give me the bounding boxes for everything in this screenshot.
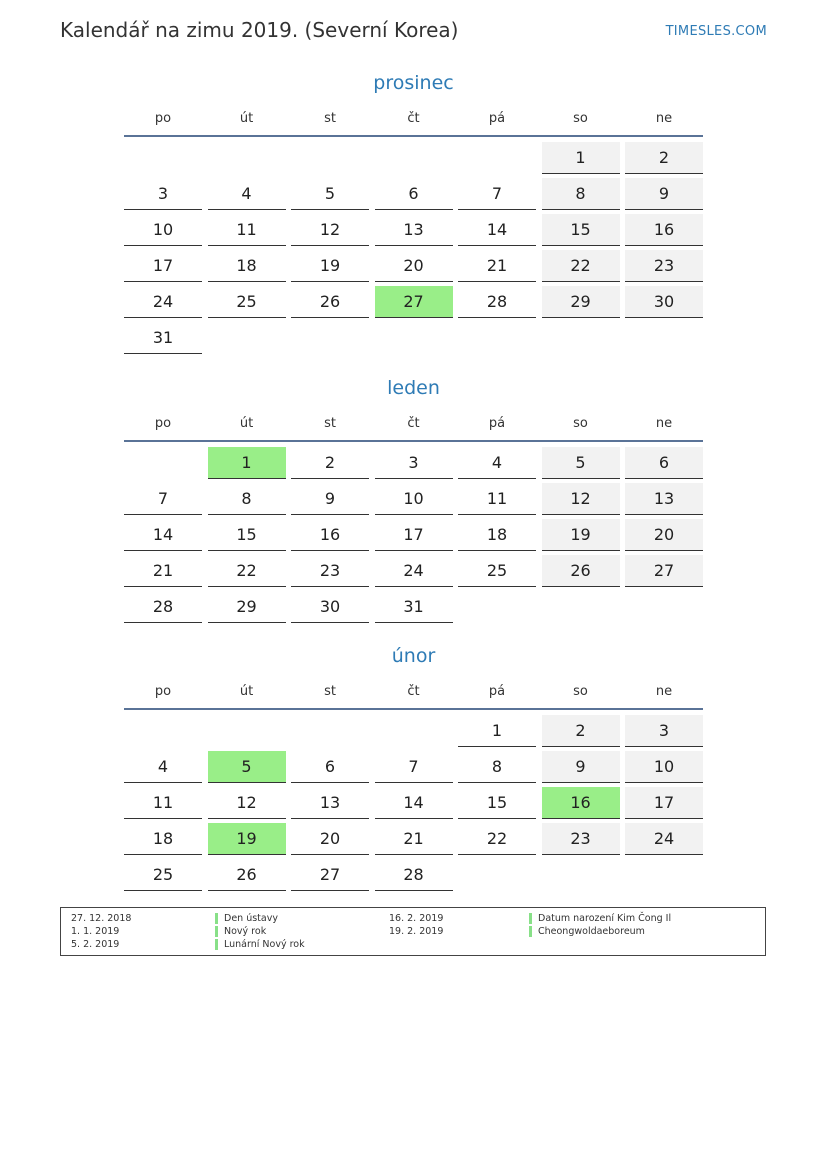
day-cell: 10 [124, 214, 202, 246]
weekday-header [124, 104, 703, 134]
day-cell: 27 [291, 859, 369, 891]
legend-date: 19. 2. 2019 [389, 926, 444, 937]
day-cell: 21 [124, 555, 202, 587]
week-row [124, 322, 703, 358]
page-title: Kalendář na zimu 2019. (Severní Korea) [60, 18, 459, 42]
empty-cell [625, 591, 703, 623]
day-cell: 13 [375, 214, 453, 246]
day-cell: 12 [542, 483, 620, 515]
day-cell: 23 [542, 823, 620, 855]
day-cell: 22 [542, 250, 620, 282]
day-cell: 16 [291, 519, 369, 551]
day-cell: 1 [208, 447, 286, 479]
empty-cell [291, 322, 369, 354]
day-cell: 22 [458, 823, 536, 855]
day-cell: 4 [208, 178, 286, 210]
day-cell: 2 [291, 447, 369, 479]
day-cell: 13 [291, 787, 369, 819]
empty-cell [625, 859, 703, 891]
legend-date: 5. 2. 2019 [71, 939, 120, 950]
weekday-label: pá [488, 416, 506, 431]
day-cell: 17 [124, 250, 202, 282]
day-cell: 6 [291, 751, 369, 783]
day-cell: 28 [458, 286, 536, 318]
day-cell: 4 [124, 751, 202, 783]
legend-holiday-name: Lunární Nový rok [215, 939, 305, 950]
day-cell: 7 [458, 178, 536, 210]
day-cell: 19 [291, 250, 369, 282]
legend-holiday-name: Cheongwoldaeboreum [529, 926, 645, 937]
day-cell: 23 [291, 555, 369, 587]
day-cell: 7 [124, 483, 202, 515]
empty-cell [208, 715, 286, 747]
holiday-legend [60, 907, 766, 956]
week-row [124, 250, 703, 286]
empty-cell [375, 322, 453, 354]
day-cell: 24 [375, 555, 453, 587]
day-cell: 26 [542, 555, 620, 587]
day-cell: 18 [208, 250, 286, 282]
day-cell: 21 [458, 250, 536, 282]
weekday-label: pá [488, 111, 506, 126]
day-cell: 10 [375, 483, 453, 515]
header-rule [124, 708, 703, 710]
empty-cell [542, 322, 620, 354]
week-row [124, 214, 703, 250]
week-row [124, 483, 703, 519]
weekday-label: út [239, 684, 254, 699]
empty-cell [458, 859, 536, 891]
day-cell: 8 [458, 751, 536, 783]
empty-cell [124, 447, 202, 479]
day-cell: 5 [208, 751, 286, 783]
week-row [124, 751, 703, 787]
day-cell: 27 [375, 286, 453, 318]
empty-cell [375, 715, 453, 747]
weekday-label: čt [407, 684, 420, 699]
day-grid [124, 142, 703, 358]
empty-cell [542, 859, 620, 891]
day-cell: 16 [542, 787, 620, 819]
legend-date: 1. 1. 2019 [71, 926, 120, 937]
day-cell: 16 [625, 214, 703, 246]
day-grid [124, 447, 703, 627]
day-cell: 12 [291, 214, 369, 246]
weekday-label: út [239, 416, 254, 431]
month-title: leden [387, 377, 440, 399]
day-cell: 29 [208, 591, 286, 623]
week-row [124, 178, 703, 214]
day-cell: 11 [208, 214, 286, 246]
empty-cell [458, 591, 536, 623]
day-cell: 27 [625, 555, 703, 587]
day-grid [124, 715, 703, 895]
day-cell: 26 [291, 286, 369, 318]
day-cell: 23 [625, 250, 703, 282]
day-cell: 14 [458, 214, 536, 246]
day-cell: 28 [375, 859, 453, 891]
day-cell: 29 [542, 286, 620, 318]
day-cell: 11 [458, 483, 536, 515]
week-row [124, 519, 703, 555]
day-cell: 15 [208, 519, 286, 551]
weekday-label: so [573, 111, 588, 126]
day-cell: 24 [625, 823, 703, 855]
day-cell: 31 [124, 322, 202, 354]
weekday-label: čt [407, 416, 420, 431]
day-cell: 2 [542, 715, 620, 747]
empty-cell [291, 142, 369, 174]
weekday-label: st [324, 111, 336, 126]
header-rule [124, 440, 703, 442]
day-cell: 7 [375, 751, 453, 783]
legend-holiday-name: Den ústavy [215, 913, 278, 924]
weekday-label: ne [655, 684, 673, 699]
weekday-label: ne [655, 111, 673, 126]
day-cell: 5 [291, 178, 369, 210]
weekday-label: pá [488, 684, 506, 699]
weekday-label: so [573, 416, 588, 431]
day-cell: 17 [375, 519, 453, 551]
empty-cell [458, 142, 536, 174]
day-cell: 21 [375, 823, 453, 855]
empty-cell [458, 322, 536, 354]
empty-cell [208, 142, 286, 174]
weekday-header [124, 409, 703, 439]
legend-holiday-name: Nový rok [215, 926, 266, 937]
day-cell: 24 [124, 286, 202, 318]
header-rule [124, 135, 703, 137]
week-row [124, 859, 703, 895]
day-cell: 1 [542, 142, 620, 174]
day-cell: 25 [458, 555, 536, 587]
day-cell: 25 [208, 286, 286, 318]
week-row [124, 555, 703, 591]
empty-cell [375, 142, 453, 174]
day-cell: 13 [625, 483, 703, 515]
month-2 [124, 643, 703, 895]
month-0 [124, 70, 703, 358]
month-title: únor [391, 645, 436, 667]
week-row [124, 591, 703, 627]
legend-date: 16. 2. 2019 [389, 913, 444, 924]
week-row [124, 447, 703, 483]
legend-holiday-name: Datum narození Kim Čong Il [529, 913, 671, 924]
empty-cell [542, 591, 620, 623]
day-cell: 8 [208, 483, 286, 515]
weekday-label: st [324, 684, 336, 699]
weekday-label: po [154, 684, 172, 699]
day-cell: 17 [625, 787, 703, 819]
month-title: prosinec [373, 72, 454, 94]
day-cell: 8 [542, 178, 620, 210]
day-cell: 4 [458, 447, 536, 479]
day-cell: 12 [208, 787, 286, 819]
day-cell: 19 [208, 823, 286, 855]
site-link[interactable]: TIMESLES.COM [665, 24, 767, 39]
weekday-label: so [573, 684, 588, 699]
day-cell: 20 [625, 519, 703, 551]
week-row [124, 286, 703, 322]
empty-cell [124, 142, 202, 174]
weekday-label: st [324, 416, 336, 431]
legend-date: 27. 12. 2018 [71, 913, 132, 924]
day-cell: 9 [291, 483, 369, 515]
weekday-label: čt [407, 111, 420, 126]
day-cell: 31 [375, 591, 453, 623]
empty-cell [625, 322, 703, 354]
month-1 [124, 375, 703, 627]
weekday-label: po [154, 111, 172, 126]
day-cell: 10 [625, 751, 703, 783]
day-cell: 3 [124, 178, 202, 210]
day-cell: 15 [542, 214, 620, 246]
day-cell: 14 [375, 787, 453, 819]
day-cell: 20 [375, 250, 453, 282]
empty-cell [291, 715, 369, 747]
day-cell: 25 [124, 859, 202, 891]
day-cell: 5 [542, 447, 620, 479]
day-cell: 30 [625, 286, 703, 318]
day-cell: 1 [458, 715, 536, 747]
day-cell: 20 [291, 823, 369, 855]
weekday-header [124, 677, 703, 707]
day-cell: 22 [208, 555, 286, 587]
day-cell: 6 [375, 178, 453, 210]
day-cell: 11 [124, 787, 202, 819]
day-cell: 9 [542, 751, 620, 783]
day-cell: 14 [124, 519, 202, 551]
day-cell: 18 [124, 823, 202, 855]
week-row [124, 142, 703, 178]
day-cell: 15 [458, 787, 536, 819]
day-cell: 2 [625, 142, 703, 174]
day-cell: 3 [625, 715, 703, 747]
day-cell: 26 [208, 859, 286, 891]
day-cell: 28 [124, 591, 202, 623]
day-cell: 19 [542, 519, 620, 551]
day-cell: 6 [625, 447, 703, 479]
week-row [124, 715, 703, 751]
weekday-label: ne [655, 416, 673, 431]
empty-cell [124, 715, 202, 747]
week-row [124, 823, 703, 859]
empty-cell [208, 322, 286, 354]
weekday-label: po [154, 416, 172, 431]
day-cell: 18 [458, 519, 536, 551]
day-cell: 3 [375, 447, 453, 479]
week-row [124, 787, 703, 823]
weekday-label: út [239, 111, 254, 126]
day-cell: 9 [625, 178, 703, 210]
day-cell: 30 [291, 591, 369, 623]
